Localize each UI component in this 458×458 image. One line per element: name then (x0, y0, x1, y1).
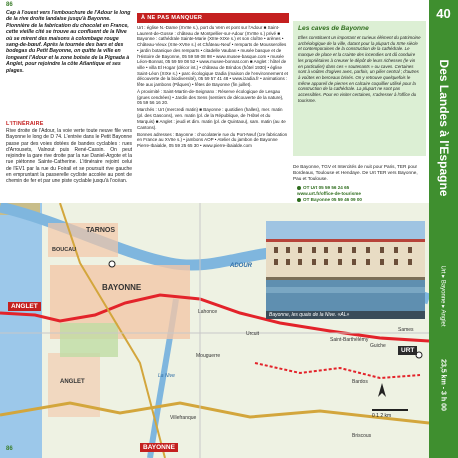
label-bayonne: BAYONNE (102, 283, 142, 292)
website-urt[interactable]: www.urt.fr/office-de-tourisme (297, 191, 361, 196)
caves-title: Les caves de Bayonne (298, 25, 369, 32)
highlights-heading: À NE PAS MANQUER (137, 13, 289, 23)
label-anglet: ANGLET (60, 379, 85, 385)
highlights-body (137, 25, 289, 149)
label-mouguerre: Mouguerre (196, 353, 221, 359)
tag-bayonne: BAYONNE (140, 443, 178, 452)
photo-reflection (266, 287, 425, 293)
intro-paragraph: Cap à l'ouest vers l'embouchure de l'Adour le long de la rive droite landaise jusqu'à Bayonne. Pionnière de la fabrication du chocolat en France, cette vieille cité se trouve au confluent de la Nive où se mirent des maisons à colombage rouge sang-de-bœuf. Après la tournée des bars et des bodegas du Petit Bayonne, on quitte la ville en longeant l'Adour et la zone boisée de la Pignada à Anglet, pour rejoindre la côte Atlantique et ses plages. (6, 10, 131, 74)
train-access-text: De Bayonne, TGV et Intercités de nuit pour Paris, TER pour Bordeaux, Toulouse et Hendaye. De Urt TER vers Bayonne, Pau et Toulouse. (293, 164, 418, 181)
chapter-number: 40 (436, 6, 451, 21)
label-tarnos: TARNOS (86, 227, 116, 234)
label-bardos: Bardos (352, 379, 368, 385)
stage-route: Urt ▸ Bayonne ▸ Anglet (439, 265, 446, 327)
caves-text: Elles constituent un important et curieux élément du patrimoine archéologique de la ville, datant pour la plupart du XIIIe siècle et contemporaines de la construction de la cathédrale. Le manque de place et la crainte des incendies ont dû conduire les propriétaires à creuser le dépôt de leurs richesses (le vin en particulier) dans ces « soutenants » ou caves. Certaines sont à voûtes d'ogives avec, parfois, un pilier central ; d'autres à voûtes en berceaux brisés. On y retrouve quelquefois le même appareil de pierres en calcaire coquillier utilisé pour la construction de la cathédrale. La plupart ne sont pas accessibles. Pour en visiter certaines, s'adresser à l'office du tourisme. (298, 35, 421, 103)
itinerary-text: Rive droite de l'Adour, la voie verte toute neuve file vers Bayonne le long de D 74. L'entrée dans le Petit Bayonne passe par des voies dotées de bandes cyclables : rues d'Arrousets, Valnout puis René-Cassin. On peut rejoindre la gare rive droite par la rue Daniel-Argote et la rue piétonne Sainte-Catherine. L'itinéraire rejoint celui de l'EV1 par la rue du Foirail et se poursuit rive gauche en empruntant la passerelle cycliste accolée au pont de chemin de fer et par une piste cyclable jusqu'à l'océan. (6, 128, 132, 185)
access-info (293, 164, 426, 182)
caves-info-box (293, 21, 426, 156)
label-adour: ADOUR (230, 263, 252, 269)
photo-quay (266, 277, 425, 280)
label-briscous: Briscous (352, 433, 372, 439)
photo-roofline (266, 239, 425, 242)
label-urcuit: Urcuit (246, 331, 260, 337)
bayonne-quays-photo (266, 221, 425, 319)
chapter-title: Des Landes à l'Espagne (437, 59, 451, 197)
highlights-markets: Marchés : Urt (mercredi matin) ■ Bayonne : quotidien (halles), mer. matin (pl. des Gascons), ven. matin (pl. de la République, de l'Hôtel et du Marquis) ■ Anglet : jeudi et dim. matin (pl. de Quintaou), sam. matin (au 4e Cantons). (137, 107, 286, 130)
tourist-office-urt: OT Urt 05 59 56 24 65 (297, 185, 362, 191)
label-sames: Sames (398, 327, 414, 333)
tag-urt: URT (398, 346, 417, 355)
scale-bar (372, 409, 408, 411)
pignada-forest (60, 323, 118, 357)
tag-anglet: ANGLET (8, 302, 41, 311)
photo-caption: Bayonne, les quais de la Nive. «AL» (266, 311, 425, 319)
highlights-addresses: Bonnes adresses : Bayonne : chocolaterie rue du Port-Neuf (1re fabrication en France au XVIIe s.) • jambons AOP • Atelier du jambon de Bayonne Pierre-Ibaialde, 05 59 25 65 30 • www.pierre-ibaialde.com (137, 131, 288, 148)
stage-distance: 23,5 km - 3 h 00 (439, 359, 447, 411)
label-la-nive: La Nive (158, 373, 175, 379)
highlights-column (137, 13, 289, 150)
tourist-office-bayonne: OT Bayonne 05 59 46 09 00 (297, 197, 362, 203)
ocean (0, 203, 42, 458)
phone-icon (297, 198, 301, 202)
station-marker-icon (109, 261, 115, 267)
photo-illustration (266, 221, 425, 319)
label-saint-barthelemy: Saint-Barthélémy (330, 337, 369, 343)
label-boucau: BOUCAU (52, 247, 77, 253)
page-number-bottom: 86 (6, 446, 13, 452)
label-villefranque: Villefranque (170, 415, 197, 421)
highlights-nearby: À proximité : Saint-Martin-de-Seignanx : Réserve écologique de Lesgau (grues cendrées) • Jardin des Sens (sentiers de découverte de la nature), 05 59 56 16 20. (137, 89, 284, 106)
page-number-top: 86 (6, 2, 13, 8)
label-lahonce: Lahonce (198, 309, 218, 315)
itinerary-heading: L'ITINÉRAIRE (6, 121, 44, 127)
phone-icon (297, 186, 301, 190)
label-guiche: Guiche (370, 343, 386, 349)
highlights-sites: Urt : église N.-Dame (XVIIe s.), port du Vern et pont sur l'Adour ■ Saint-Laurent-de-Gosse : château de Montpellier-sur-Adour (XVIIIe s.) privé ■ Bayonne : cathédrale Sainte-Marie (XIIIe-XIXe s.) et son cloître • arènes • Château-Vieux (XIIe-XVIIe s.) et Château-Neuf • remparts de Mousserolles • jardin botanique des remparts • citadelle Vauban • musée basque et de l'Histoire de Bayonne, 05 59 59 08 98 • www.musee-basque.com • musée Léon-Bonnat, 05 59 59 08 52 • www.musee-bonnat.com ■ Anglet : hôtel de ville • villa El Hogar (décor int.) • château de Brindos (hôtel 1930) • église Saint-Léon (XIXe s.) • parc écologique Izadia (maison de l'environnement et découverte de la biodiversité), 05 59 57 41 48 • www.izadia.fr • animations : fête aux jambons (Pâques) • fêtes de Bayonne (fin juillet). (137, 25, 289, 88)
map-scale-label: 0 1 2 km (372, 413, 392, 419)
